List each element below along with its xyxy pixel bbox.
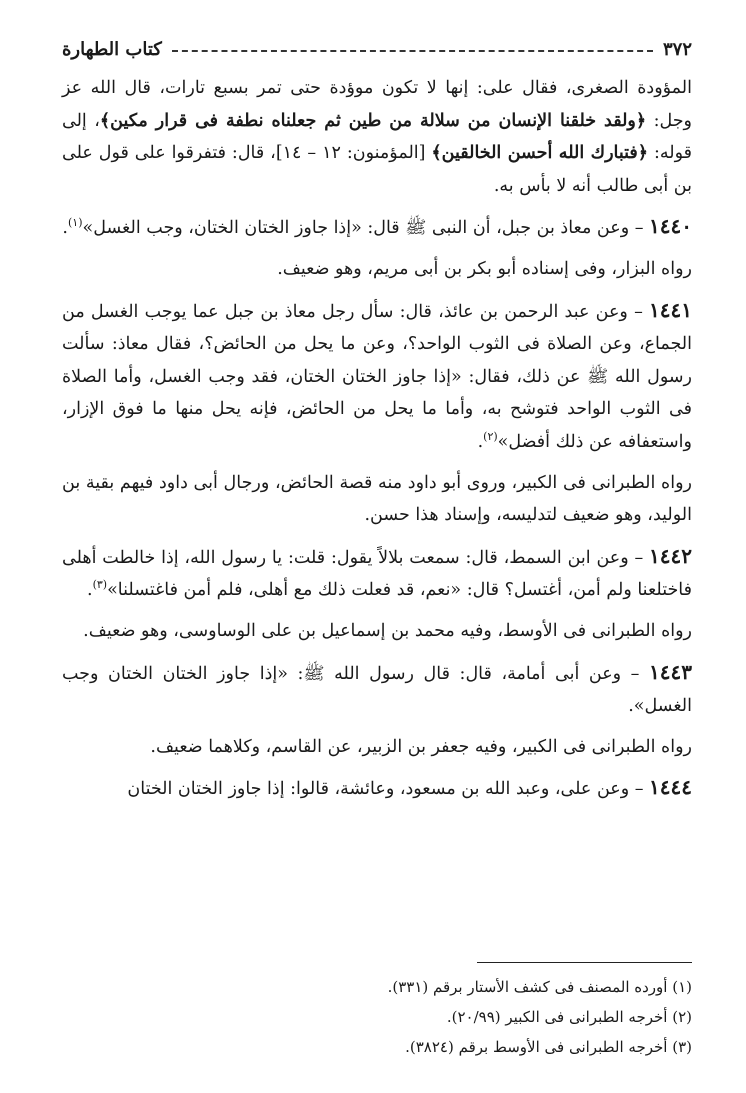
footnote-separator (477, 962, 692, 963)
quran-verse: ﴿فتبارك الله أحسن الخالقين﴾ (431, 143, 649, 164)
page-body (62, 72, 692, 810)
narration-note-1440: رواه البزار، وفى إسناده أبو بكر بن أبى مريم، وهو ضعيف. (277, 258, 692, 279)
hadith-1441: ١٤٤١ – وعن عبد الرحمن بن عائذ، قال: سأل رجل معاذ بن جبل عما يوجب الغسل من الجماع، وعن الصلاة فى الثوب الواحد؟، وعن ما يحل من الحائض؟، فقال معاذ: سألت رسول الله ﷺ عن ذلك، فقال: «إذا جاوز الختان الختان، فقد وجب الغسل، وأما الصلاة فى الثوب الواحد فتوشح به، وأما ما يحل من الحائض، فإنه يحل منها ما فوق الإزار، واستعفافه عن ذلك أفضل»$^{(٢)}$. (62, 297, 692, 452)
footnote-ref: (١) (67, 216, 83, 230)
hadith-1443: ١٤٤٣ – وعن أبى أمامة، قال: قال رسول الله ﷺ: «إذا جاوز الختان الختان وجب الغسل». (62, 659, 692, 717)
header-dashed-rule (172, 50, 653, 52)
hadith-1440: ١٤٤٠ – وعن معاذ بن جبل، أن النبى ﷺ قال: «إذا جاوز الختان الختان، وجب الغسل»$^{(١)}$. (62, 214, 692, 239)
footnote-ref: (٢) (483, 430, 498, 444)
footnote-ref: (٣) (92, 578, 108, 592)
hadith-1442: ١٤٤٢ – وعن ابن السمط، قال: سمعت بلالاً يقول: قلت: يا رسول الله، إذا خالطت أهلى فاختلعنا ولم أمن، أغتسل؟ قال: «نعم، قد فعلت ذلك مع أهلى، فلم أمن فاغتسلنا»$^{(٣)}$. (62, 543, 692, 601)
hadith-number: ١٤٤٠ (649, 214, 692, 239)
hadith-1444: ١٤٤٤ – وعن على، وعبد الله بن مسعود، وعائشة، قالوا: إذا جاوز الختان الختان (127, 775, 692, 800)
hadith-number: ١٤٤٢ (649, 543, 692, 568)
hadith-number: ١٤٤٣ (649, 659, 692, 684)
footnote-3: (٣) أخرجه الطبرانى فى الأوسط برقم (٣٨٢٤). (405, 1038, 692, 1056)
book-title: كتاب الطهارة (62, 38, 162, 60)
page-number: ٣٧٢ (662, 38, 692, 60)
hadith-number: ١٤٤١ (649, 297, 692, 322)
page-header (62, 34, 692, 64)
narration-note-1441: رواه الطبرانى فى الكبير، وروى أبو داود منه قصة الحائض، ورجال أبى داود فيهم بقية بن الوليد، وهو ضعيف لتدليسه، وإسناد هذا حسن. (62, 472, 692, 526)
narration-note-1442: رواه الطبرانى فى الأوسط، وفيه محمد بن إسماعيل بن على الوساوسى، وهو ضعيف. (83, 620, 692, 641)
hadith-number: ١٤٤٤ (649, 775, 692, 800)
paragraph-intro: المؤودة الصغرى، فقال على: إنها لا تكون موؤدة حتى تمر بسبع تارات، قال الله عز وجل: ﴿ولقد خلقنا الإنسان من سلالة من طين ثم جعلناه نطفة فى قرار مكين﴾، إلى قوله: ﴿فتبارك الله أحسن الخالقين﴾ [المؤمنون: ١٢ – ١٤]، قال: فتفرقوا على قول على بن أبى طالب أنه لا بأس به. (62, 78, 692, 196)
footnotes (62, 975, 692, 1065)
narration-note-1443: رواه الطبرانى فى الكبير، وفيه جعفر بن الزبير، عن القاسم، وكلاهما ضعيف. (150, 736, 692, 757)
footnote-2: (٢) أخرجه الطبرانى فى الكبير (٢٠/٩٩). (446, 1008, 692, 1026)
quran-verse: ﴿ولقد خلقنا الإنسان من سلالة من طين ثم جعلناه نطفة فى قرار مكين﴾ (99, 110, 647, 131)
footnote-1: (١) أورده المصنف فى كشف الأستار برقم (٣٣١). (387, 978, 692, 996)
